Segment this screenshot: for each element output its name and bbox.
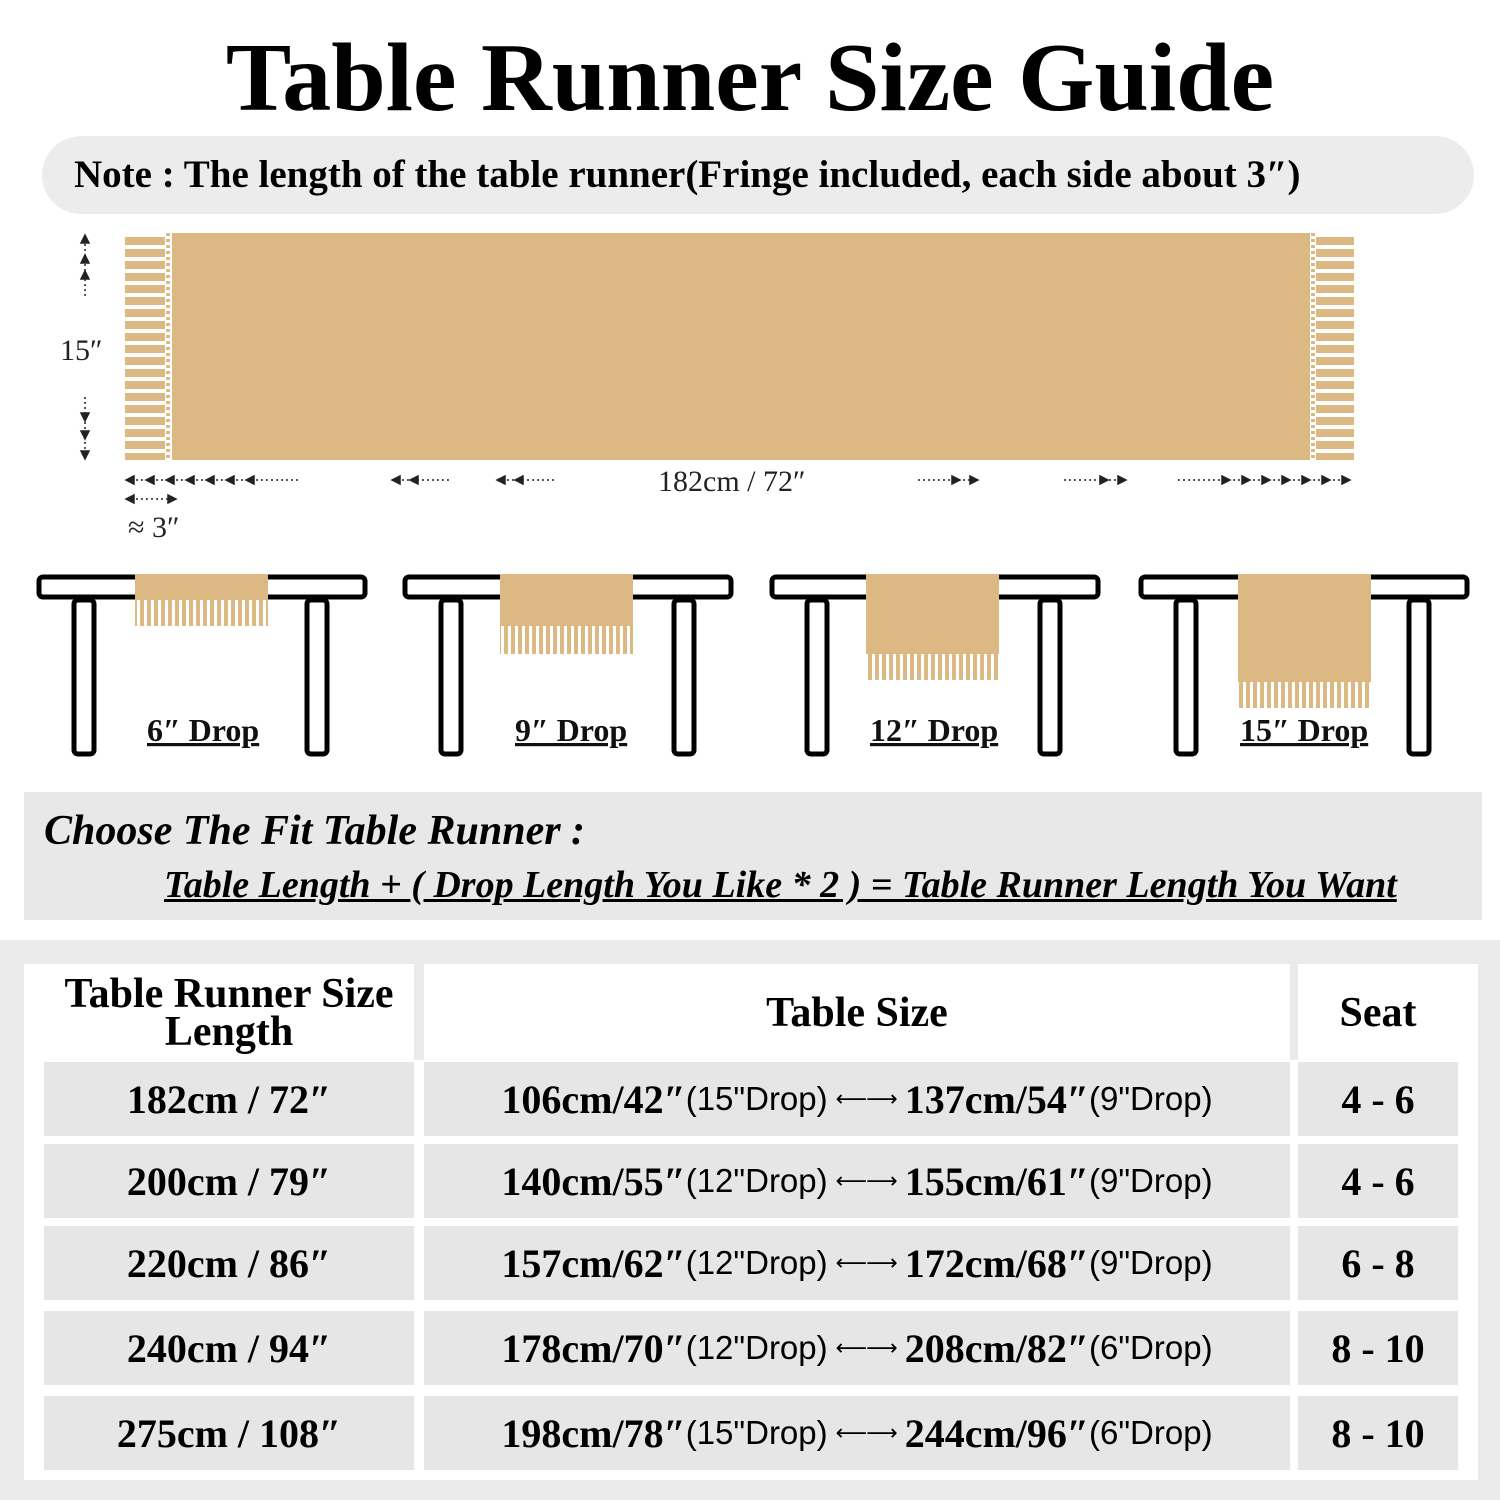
drop-label-15: 15″ Drop [1240,712,1369,748]
drop-illustrations [0,560,1500,775]
row-max-size: 155cm/61″ [904,1158,1089,1204]
runner-fringe-left [125,233,165,460]
row-size-value: 200cm / 79″ [126,1158,332,1204]
runner-fringe-right [1316,233,1354,460]
drop-table-15 [1141,574,1467,754]
row-size-value: 275cm / 108″ [116,1410,342,1456]
header-size-line1: Table Runner Size [64,971,394,1017]
row-size [44,1396,414,1470]
row-min-size: 157cm/62″ [501,1240,686,1286]
row-seat [1298,1062,1458,1136]
drop-label-6: 6″ Drop [147,712,260,748]
note-text: Note : The length of the table runner(Fringe included, each side about 3″) [74,153,1301,196]
row-table-size [424,1144,1290,1218]
row-seat [1298,1144,1458,1218]
drop-label-9: 9″ Drop [515,712,628,748]
range-arrow-icon: ⟵⟶ [835,1086,897,1112]
row-seat-value: 8 - 10 [1331,1410,1425,1456]
row-size [44,1144,414,1218]
header-size-line2: Length [164,1009,294,1055]
drop-table-12 [772,574,1098,754]
row-table-size [424,1311,1290,1385]
row-min-size: 178cm/70″ [501,1325,686,1371]
fringe-label: ≈ 3″ [128,511,180,544]
range-arrow-icon: ⟵⟶ [835,1420,897,1446]
row-size-value: 240cm / 94″ [126,1325,332,1371]
page-title: Table Runner Size Guide [225,24,1275,132]
header-seat: Seat [1298,966,1458,1060]
size-table [24,964,1478,1480]
row-seat [1298,1396,1458,1470]
row-max-drop: (6"Drop) [1089,1414,1213,1451]
row-max-size: 137cm/54″ [904,1076,1089,1122]
choose-formula: Table Length + ( Drop Length You Like * 2 ) = Table Runner Length You Want [164,864,1397,906]
row-max-drop: (6"Drop) [1089,1329,1213,1366]
drop-table-9 [405,574,731,754]
row-seat-value: 4 - 6 [1341,1158,1415,1204]
row-max-drop: (9"Drop) [1089,1244,1213,1281]
range-arrow-icon: ⟵⟶ [835,1335,897,1361]
header-divider [414,964,424,1060]
range-arrow-icon: ⟵⟶ [835,1168,897,1194]
row-min-drop: (12"Drop) [685,1162,828,1199]
row-seat-value: 4 - 6 [1341,1076,1415,1122]
length-label: 182cm / 72″ [658,465,806,498]
row-min-drop: (12"Drop) [685,1244,828,1281]
header-table-size: Table Size [424,966,1290,1060]
choose-title: Choose The Fit Table Runner : [44,808,586,854]
row-seat-value: 6 - 8 [1341,1240,1415,1286]
row-seat [1298,1311,1458,1385]
row-max-size: 172cm/68″ [904,1240,1089,1286]
row-seat [1298,1226,1458,1300]
row-min-drop: (15"Drop) [685,1414,828,1451]
row-min-size: 140cm/55″ [501,1158,686,1204]
row-min-size: 198cm/78″ [501,1410,686,1456]
row-max-size: 208cm/82″ [904,1325,1089,1371]
row-min-drop: (12"Drop) [685,1329,828,1366]
header-size [44,966,414,1060]
row-size [44,1062,414,1136]
row-min-size: 106cm/42″ [501,1076,686,1122]
row-table-size [424,1396,1290,1470]
width-label: 15″ [60,334,103,367]
row-seat-value: 8 - 10 [1331,1325,1425,1371]
range-arrow-icon: ⟵⟶ [835,1250,897,1276]
row-max-drop: (9"Drop) [1089,1080,1213,1117]
row-size-value: 220cm / 86″ [126,1240,332,1286]
header-divider [1290,964,1298,1060]
row-size-value: 182cm / 72″ [126,1076,332,1122]
row-size [44,1226,414,1300]
row-size [44,1311,414,1385]
row-min-drop: (15"Drop) [685,1080,828,1117]
runner-body [172,233,1310,460]
drop-table-6 [39,574,365,754]
row-table-size [424,1062,1290,1136]
row-max-size: 244cm/96″ [904,1410,1089,1456]
runner-diagram [0,225,1500,555]
row-max-drop: (9"Drop) [1089,1162,1213,1199]
row-table-size [424,1226,1290,1300]
drop-label-12: 12″ Drop [870,712,999,748]
